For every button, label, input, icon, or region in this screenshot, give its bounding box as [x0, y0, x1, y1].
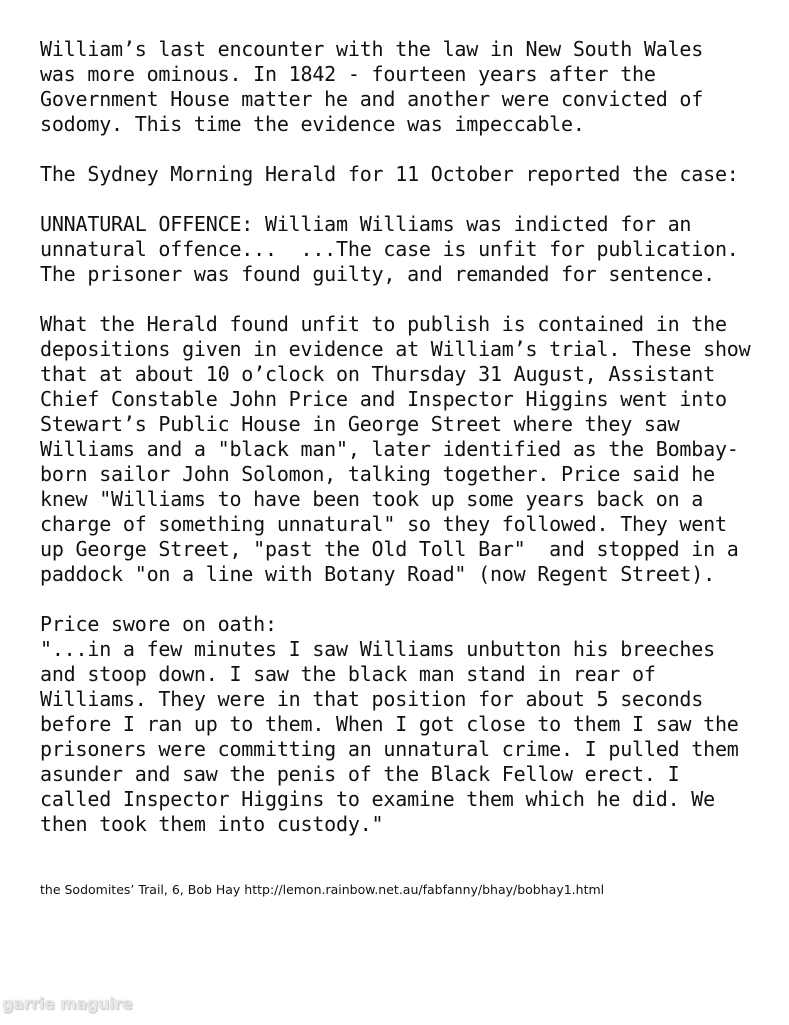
paragraph-herald-intro: The Sydney Morning Herald for 11 October reported the case: — [40, 162, 739, 186]
paragraph-depositions: What the Herald found unfit to publish is contained in the depositions given in evidence at William’s trial. These show that at about 10 o’clock on Thursday 31 August, Assistant Chief Constable John Price and Inspector Higgins went into Stewart’s Public House in George Street where they saw Williams and a "black man", later identified as the Bombay- born sailor John Solomon, talking together. Price said he knew "Williams to have been took up some years back on a charge of something unnatural" so they followed. They went up George Street, "past the Old Toll Bar" and stopped in a paddock "on a line with Botany Road" (now Regent Street). — [40, 312, 751, 586]
paragraph-price-oath: Price swore on oath: "...in a few minutes I saw Williams unbutton his breeches and stoop down. I saw the black man stand in rear of Williams. They were in that position for about 5 seconds before I ran up to them. When I got close to them I saw the prisoners were committing an unnatural crime. I pulled them asunder and saw the penis of the Black Fellow erect. I called Inspector Higgins to examine them which he did. We then took them into custody." — [40, 612, 739, 836]
document-body — [40, 37, 780, 837]
source-citation: the Sodomites’ Trail, 6, Bob Hay http://lemon.rainbow.net.au/fabfanny/bhay/bobhay1.html — [40, 882, 605, 897]
paragraph-intro: William’s last encounter with the law in New South Wales was more ominous. In 1842 - fourteen years after the Government House matter he and another were convicted of sodomy. This time the evidence was impeccable. — [40, 37, 704, 136]
paragraph-herald-quote: UNNATURAL OFFENCE: William Williams was indicted for an unnatural offence... ...The case is unfit for publication. The prisoner was found guilty, and remanded for sentence. — [40, 212, 739, 286]
photographer-watermark: garrie maguire — [2, 994, 133, 1013]
